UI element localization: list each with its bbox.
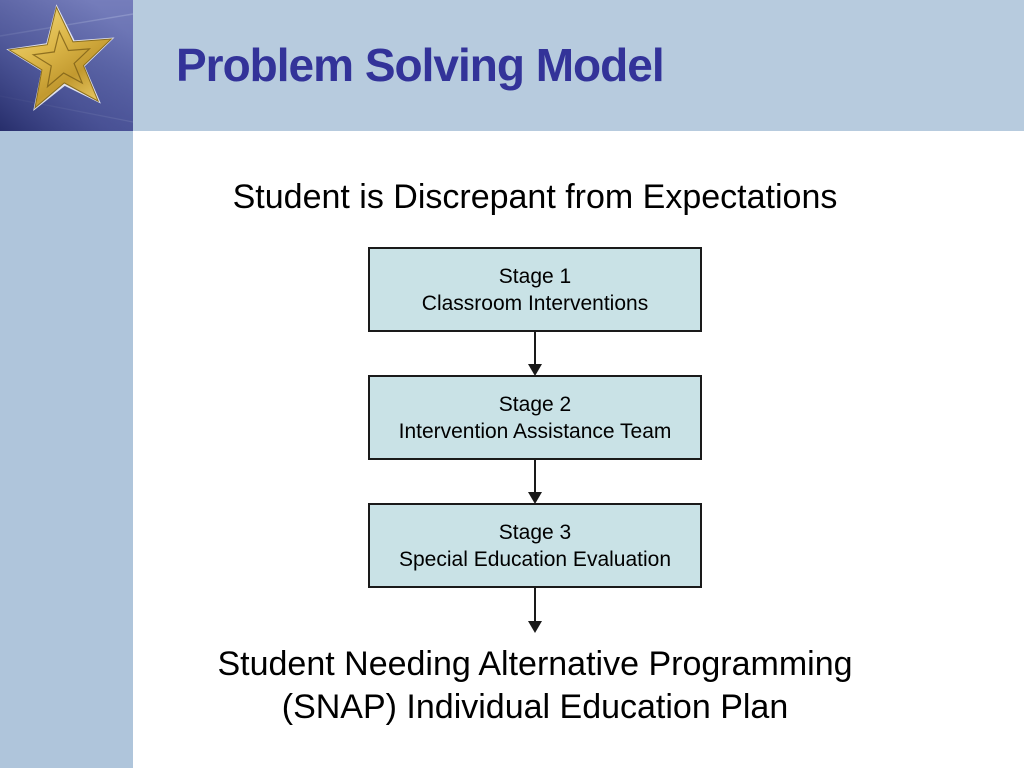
stage-3-box	[368, 503, 702, 588]
stage-2-description: Intervention Assistance Team	[398, 419, 672, 443]
arrow-stage3-to-outcome	[527, 587, 543, 633]
arrow-head-icon	[528, 621, 542, 633]
flow-outcome	[133, 643, 937, 729]
stage-1-name: Stage 1	[498, 264, 572, 288]
stage-3-description: Special Education Evaluation	[398, 547, 671, 571]
stage-1-description: Classroom Interventions	[421, 291, 649, 315]
arrow-shaft	[534, 332, 536, 365]
sidebar	[0, 131, 133, 768]
outcome-line-1: Student Needing Alternative Programming	[217, 645, 853, 683]
gold-star-icon	[0, 0, 133, 131]
stage-1-box	[368, 247, 702, 332]
stage-2-box	[368, 375, 702, 460]
slide-title: Problem Solving Model	[176, 39, 664, 91]
stage-2-name: Stage 2	[498, 392, 572, 416]
flow-heading: Student is Discrepant from Expectations	[232, 178, 838, 216]
arrow-stage1-to-stage2	[527, 332, 543, 376]
arrow-shaft	[534, 460, 536, 493]
stage-3-name: Stage 3	[498, 520, 572, 544]
arrow-shaft	[534, 587, 536, 622]
outcome-line-2: (SNAP) Individual Education Plan	[281, 688, 789, 726]
arrow-stage2-to-stage3	[527, 460, 543, 504]
